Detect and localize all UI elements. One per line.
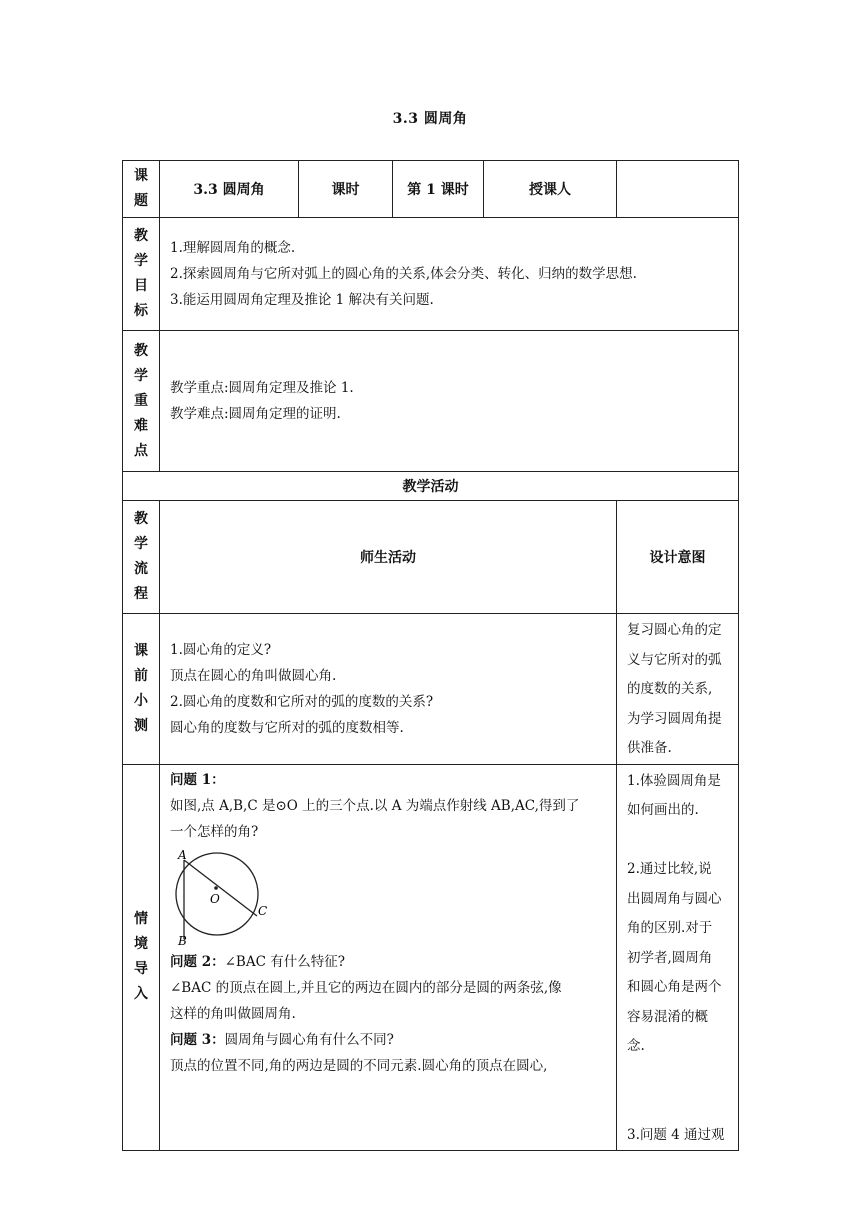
teacher-value bbox=[617, 161, 739, 218]
point-c-label: C bbox=[258, 903, 268, 918]
key-points-content bbox=[160, 331, 739, 472]
activities-header: 教学活动 bbox=[123, 472, 739, 501]
objective-item: 1.理解圆周角的概念. bbox=[170, 240, 296, 256]
label-flow: 教 学 流 程 bbox=[123, 501, 160, 614]
ray-ac bbox=[184, 860, 257, 916]
flow-header-row bbox=[123, 501, 739, 614]
pre-test-line: 圆心角的度数与它所对的弧的度数相等. bbox=[170, 719, 404, 736]
period-label: 课时 bbox=[299, 161, 393, 218]
label-topic: 课 题 bbox=[123, 161, 160, 218]
key-point-item: 教学难点:圆周角定理的证明. bbox=[170, 406, 341, 422]
period-value: 第 1 课时 bbox=[393, 161, 484, 218]
teacher-label: 授课人 bbox=[484, 161, 617, 218]
pre-test-content bbox=[160, 614, 617, 765]
pre-test-row bbox=[123, 614, 739, 765]
circle-figure bbox=[172, 847, 272, 949]
key-point-item: 教学重点:圆周角定理及推论 1. bbox=[170, 380, 354, 396]
header-row bbox=[123, 161, 739, 218]
question-2-title: 问题 2： bbox=[170, 953, 225, 970]
pre-test-line: 1.圆心角的定义? bbox=[170, 641, 272, 658]
pre-test-intent: 复习圆心角的定 义与它所对的弧 的度数的关系, 为学习圆周角提 供准备. bbox=[617, 614, 739, 765]
label-key-points: 教 学 重 难 点 bbox=[123, 331, 160, 472]
question-3-text: 圆周角与圆心角有什么不同? bbox=[224, 1031, 394, 1048]
question-2-answer: 这样的角叫做圆周角. bbox=[170, 1005, 296, 1022]
center-point bbox=[214, 886, 218, 890]
objective-item: 3.能运用圆周角定理及推论 1 解决有关问题. bbox=[170, 292, 434, 308]
question-1-text: 如图,点 A,B,C 是⊙O 上的三个点.以 A 为端点作射线 AB,AC,得到了 bbox=[170, 797, 580, 814]
question-2-text: ∠BAC 有什么特征? bbox=[224, 953, 345, 970]
pre-test-line: 顶点在圆心的角叫做圆心角. bbox=[170, 667, 337, 684]
pre-test-line: 2.圆心角的度数和它所对的弧的度数的关系? bbox=[170, 693, 434, 710]
key-points-row bbox=[123, 331, 739, 472]
activity-column-header: 师生活动 bbox=[160, 501, 617, 614]
question-1-text: 一个怎样的角? bbox=[170, 823, 259, 840]
question-3-answer: 顶点的位置不同,角的两边是圆的不同元素.圆心角的顶点在圆心, bbox=[170, 1057, 548, 1074]
label-situation: 情 境 导 入 bbox=[123, 764, 160, 1151]
point-a-label: A bbox=[178, 847, 187, 862]
label-pre-test: 课 前 小 测 bbox=[123, 614, 160, 765]
situation-intent: 1.体验圆周角是 如何画出的. 2.通过比较,说 出圆周角与圆心 角的区别.对于 初学者,圆周角 和圆心角是两个 容易混淆的概 念. 3.问题 4 通过观 bbox=[617, 764, 739, 1151]
label-objectives: 教 学 目 标 bbox=[123, 218, 160, 331]
question-3-title: 问题 3： bbox=[170, 1031, 225, 1048]
objective-item: 2.探索圆周角与它所对弧上的圆心角的关系,体会分类、转化、归纳的数学思想. bbox=[170, 266, 637, 282]
question-1-title: 问题 1： bbox=[170, 771, 225, 788]
situation-content bbox=[160, 764, 617, 1151]
objectives-row bbox=[123, 218, 739, 331]
objectives-content bbox=[160, 218, 739, 331]
page-title: 3.3 圆周角 bbox=[392, 111, 468, 127]
activities-header-row bbox=[123, 472, 739, 501]
situation-row bbox=[123, 764, 739, 1151]
question-2-answer: ∠BAC 的顶点在圆上,并且它的两边在圆内的部分是圆的两条弦,像 bbox=[170, 979, 562, 996]
lesson-plan-table bbox=[122, 160, 739, 1151]
point-b-label: B bbox=[178, 933, 187, 948]
intent-column-header: 设计意图 bbox=[617, 501, 739, 614]
topic-value: 3.3 圆周角 bbox=[160, 161, 299, 218]
point-o-label: O bbox=[210, 891, 220, 906]
